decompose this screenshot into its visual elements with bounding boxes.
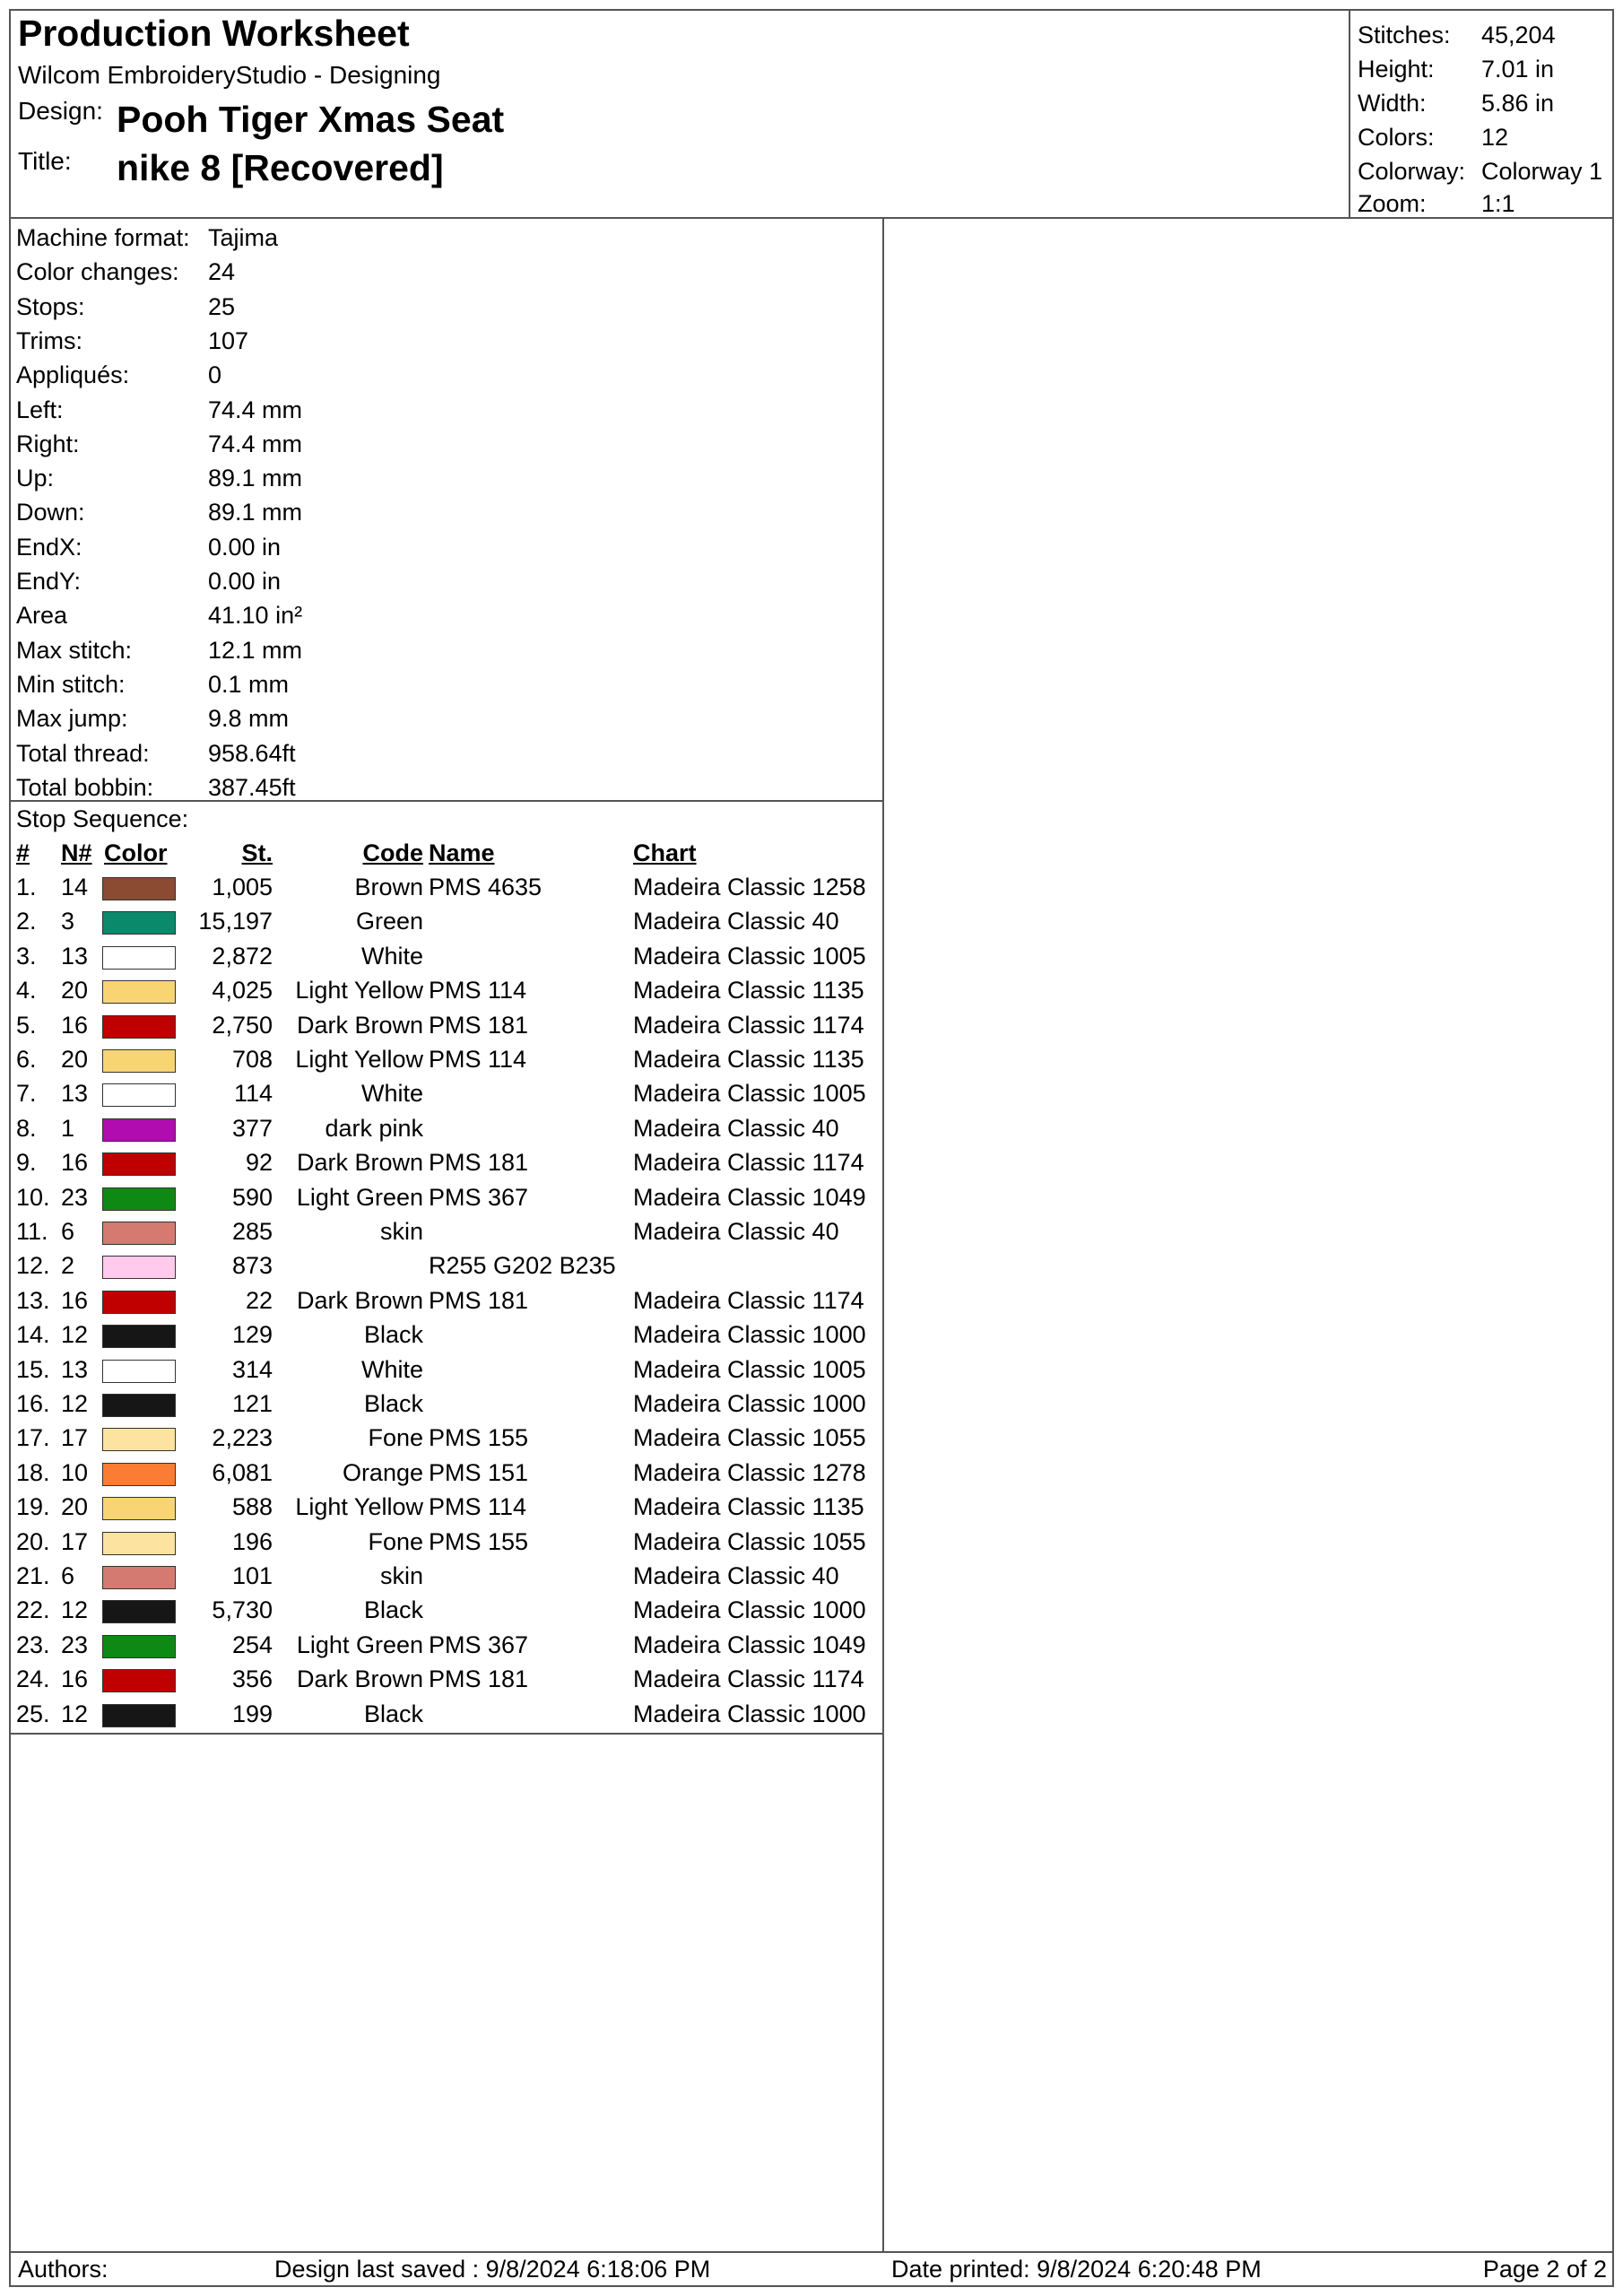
color-swatch: [102, 1360, 176, 1383]
color-swatch: [102, 1497, 176, 1520]
details-column: [11, 219, 884, 2251]
needle-number: 17: [61, 1527, 89, 1555]
stop-number: 13.: [16, 1286, 50, 1314]
thread-chart: Madeira Classic 1005: [633, 942, 866, 970]
thread-chart: Madeira Classic 1000: [633, 1321, 866, 1349]
table-row: [11, 1387, 882, 1421]
property-row: [16, 564, 823, 598]
stat-value: Colorway 1: [1481, 158, 1603, 185]
stat-label: Width:: [1358, 90, 1427, 117]
needle-number: 2: [61, 1252, 75, 1280]
table-row: [11, 1352, 882, 1387]
stop-number: 14.: [16, 1321, 50, 1349]
thread-chart: Madeira Classic 40: [633, 1562, 839, 1589]
needle-number: 16: [61, 1665, 89, 1693]
color-name: PMS 181: [429, 1011, 529, 1039]
stat-value: 1:1: [1481, 190, 1515, 217]
authors-label: Authors:: [18, 2256, 108, 2283]
color-name: PMS 181: [429, 1149, 529, 1177]
design-stats: [1350, 11, 1612, 217]
color-name: PMS 4635: [429, 874, 542, 900]
stop-number: 5.: [16, 1011, 37, 1039]
color-swatch: [102, 1600, 176, 1623]
stitch-count: 22: [245, 1286, 273, 1314]
stop-number: 7.: [16, 1080, 37, 1108]
design-name: Pooh Tiger Xmas Seat: [117, 99, 505, 140]
table-row: [11, 1214, 882, 1248]
property-row: [16, 495, 823, 529]
table-row: [11, 1180, 882, 1214]
color-name: PMS 151: [429, 1458, 529, 1486]
color-swatch: [102, 1291, 176, 1314]
stop-sequence-title: Stop Sequence:: [16, 805, 189, 832]
property-label: Total thread:: [16, 739, 150, 767]
color-name: PMS 181: [429, 1286, 529, 1314]
thread-chart: Madeira Classic 1174: [633, 1665, 864, 1693]
table-row: [11, 1456, 882, 1490]
thread-chart: Madeira Classic 1005: [633, 1080, 866, 1108]
color-code: Black: [363, 1390, 423, 1417]
stop-number: 9.: [16, 1149, 37, 1177]
color-swatch: [102, 1049, 176, 1073]
thread-chart: Madeira Classic 1135: [633, 1046, 864, 1073]
worksheet-page: [9, 9, 1614, 2287]
needle-number: 13: [61, 942, 89, 970]
stat-value: 12: [1481, 124, 1509, 151]
thread-chart: Madeira Classic 1055: [633, 1527, 866, 1555]
table-row: [11, 1145, 882, 1179]
stop-number: 18.: [16, 1458, 50, 1486]
table-row: [11, 1111, 882, 1145]
property-label: Up:: [16, 465, 55, 492]
stitch-count: 873: [231, 1252, 273, 1280]
stitch-count: 708: [231, 1046, 273, 1073]
property-row: [16, 530, 823, 564]
property-value: 0: [208, 361, 222, 389]
stitch-count: 5,730: [212, 1596, 273, 1624]
property-value: 107: [208, 326, 249, 354]
needle-number: 1: [61, 1114, 75, 1142]
property-value: 387.45ft: [208, 773, 296, 801]
stat-stitches: [1358, 18, 1609, 52]
property-value: 0.00 in: [208, 568, 282, 595]
color-code: Dark Brown: [296, 1011, 423, 1039]
thread-chart: Madeira Classic 1049: [633, 1631, 866, 1658]
color-code: White: [360, 942, 423, 970]
table-row: [11, 1076, 882, 1110]
property-value: 12.1 mm: [208, 636, 303, 664]
color-name: PMS 367: [429, 1183, 529, 1211]
color-name: PMS 155: [429, 1424, 529, 1452]
color-code: Dark Brown: [296, 1149, 423, 1177]
property-value: 89.1 mm: [208, 465, 303, 492]
property-label: Min stitch:: [16, 670, 126, 698]
color-swatch: [102, 1118, 176, 1142]
column-header-needle: N#: [61, 839, 92, 866]
property-value: 41.10 in²: [208, 602, 303, 630]
stitch-count: 285: [231, 1218, 273, 1245]
color-swatch: [102, 1222, 176, 1245]
color-code: Black: [363, 1596, 423, 1624]
stop-number: 17.: [16, 1424, 50, 1452]
needle-number: 23: [61, 1631, 89, 1658]
stitch-count: 590: [231, 1183, 273, 1211]
table-row: [11, 904, 882, 938]
stitch-count: 1,005: [212, 874, 273, 900]
property-value: 89.1 mm: [208, 499, 303, 526]
header-info: [11, 11, 1350, 217]
color-name: PMS 114: [429, 1046, 527, 1073]
stop-number: 8.: [16, 1114, 37, 1142]
color-code: Dark Brown: [296, 1665, 423, 1693]
page-number: Page 2 of 2: [1482, 2256, 1607, 2283]
color-code: skin: [379, 1218, 423, 1245]
property-row: [16, 598, 823, 632]
property-label: Machine format:: [16, 224, 190, 251]
color-code: skin: [379, 1562, 423, 1589]
color-swatch: [102, 1083, 176, 1107]
property-value: 25: [208, 292, 236, 320]
property-row: [16, 358, 823, 392]
color-swatch: [102, 911, 176, 935]
needle-number: 13: [61, 1355, 89, 1383]
stitch-count: 4,025: [212, 977, 273, 1004]
stop-number: 25.: [16, 1700, 50, 1727]
color-code: Light Yellow: [295, 1493, 423, 1521]
column-header-color: Color: [104, 839, 168, 866]
stat-label: Stitches:: [1358, 22, 1451, 48]
color-code: Fone: [368, 1527, 423, 1555]
property-row: [16, 290, 823, 324]
table-row: [11, 973, 882, 1007]
worksheet-header: [11, 11, 1612, 219]
stat-width: [1358, 86, 1609, 120]
stitch-count: 15,197: [198, 908, 273, 935]
needle-number: 12: [61, 1390, 89, 1417]
color-code: Black: [363, 1321, 423, 1349]
thread-chart: Madeira Classic 1000: [633, 1700, 866, 1727]
thread-chart: Madeira Classic 40: [633, 1218, 839, 1245]
color-name: PMS 114: [429, 977, 527, 1004]
stop-number: 21.: [16, 1562, 50, 1589]
stat-label: Height:: [1358, 56, 1435, 83]
stitch-count: 6,081: [212, 1458, 273, 1486]
color-code: Fone: [368, 1424, 423, 1452]
table-row: [11, 1042, 882, 1076]
title-label: Title:: [18, 147, 72, 175]
column-header-number: #: [16, 839, 30, 866]
property-row: [16, 701, 823, 735]
color-swatch: [102, 1256, 176, 1279]
design-label: Design:: [18, 97, 103, 125]
thread-chart: Madeira Classic 1049: [633, 1183, 866, 1211]
table-row: [11, 939, 882, 973]
color-name: PMS 114: [429, 1493, 527, 1521]
color-swatch: [102, 1428, 176, 1451]
stop-number: 1.: [16, 874, 37, 900]
property-label: Stops:: [16, 292, 85, 320]
stat-label: Colorway:: [1358, 158, 1466, 185]
stitch-count: 196: [231, 1527, 273, 1555]
stitch-count: 199: [231, 1700, 273, 1727]
date-printed: Date printed: 9/8/2024 6:20:48 PM: [891, 2256, 1262, 2283]
color-code: White: [360, 1355, 423, 1383]
property-label: Max stitch:: [16, 636, 133, 664]
color-code: Light Yellow: [295, 977, 423, 1004]
needle-number: 10: [61, 1458, 89, 1486]
color-swatch: [102, 1532, 176, 1555]
needle-number: 14: [61, 874, 89, 900]
table-row: [11, 1628, 882, 1662]
property-value: 24: [208, 258, 236, 286]
table-row: [11, 870, 882, 904]
stat-colors: [1358, 120, 1609, 154]
color-swatch: [102, 1325, 176, 1348]
color-code: Black: [363, 1700, 423, 1727]
color-code: Dark Brown: [296, 1286, 423, 1314]
property-value: 0.1 mm: [208, 670, 290, 698]
column-header-name: Name: [429, 839, 495, 866]
needle-number: 12: [61, 1596, 89, 1624]
needle-number: 12: [61, 1321, 89, 1349]
stat-value: 5.86 in: [1481, 90, 1555, 117]
stitch-count: 92: [245, 1149, 273, 1177]
color-swatch: [102, 1566, 176, 1589]
property-label: Down:: [16, 499, 85, 526]
stitch-count: 377: [231, 1114, 273, 1142]
property-value: 0.00 in: [208, 533, 282, 561]
stat-label: Zoom:: [1358, 190, 1427, 217]
thread-chart: Madeira Classic 1000: [633, 1596, 866, 1624]
property-label: EndX:: [16, 533, 82, 561]
color-code: Green: [355, 908, 423, 935]
thread-chart: Madeira Classic 40: [633, 908, 839, 935]
property-label: Total bobbin:: [16, 773, 154, 801]
table-row: [11, 1525, 882, 1559]
stop-number: 4.: [16, 977, 37, 1004]
color-name: R255 G202 B235: [429, 1252, 616, 1280]
property-row: [16, 667, 823, 701]
stitch-count: 314: [231, 1355, 273, 1383]
stitch-count: 2,223: [212, 1424, 273, 1452]
color-swatch: [102, 1015, 176, 1039]
stop-number: 12.: [16, 1252, 50, 1280]
needle-number: 16: [61, 1149, 89, 1177]
property-label: Max jump:: [16, 705, 128, 733]
table-row: [11, 1283, 882, 1318]
property-label: Right:: [16, 430, 80, 457]
thread-chart: Madeira Classic 1174: [633, 1149, 864, 1177]
stat-colorway: [1358, 154, 1609, 188]
color-code: Light Yellow: [295, 1046, 423, 1073]
table-row: [11, 1318, 882, 1352]
property-row: [16, 221, 823, 255]
property-label: Color changes:: [16, 258, 179, 286]
table-row: [11, 1421, 882, 1455]
stitch-count: 114: [233, 1080, 273, 1108]
thread-chart: Madeira Classic 1174: [633, 1286, 864, 1314]
needle-number: 16: [61, 1011, 89, 1039]
stitch-count: 254: [231, 1631, 273, 1658]
property-value: 74.4 mm: [208, 396, 303, 423]
color-name: PMS 367: [429, 1631, 529, 1658]
stop-number: 10.: [16, 1183, 50, 1211]
property-row: [16, 633, 823, 667]
thread-chart: Madeira Classic 40: [633, 1114, 839, 1142]
needle-number: 6: [61, 1562, 75, 1589]
stop-number: 19.: [16, 1493, 50, 1521]
property-row: [16, 427, 823, 461]
property-row: [16, 736, 823, 770]
design-title: nike 8 [Recovered]: [117, 147, 444, 188]
stop-number: 3.: [16, 942, 37, 970]
thread-chart: Madeira Classic 1174: [633, 1011, 864, 1039]
property-label: Left:: [16, 396, 64, 423]
stitch-count: 2,750: [212, 1011, 273, 1039]
needle-number: 6: [61, 1218, 75, 1245]
stat-zoom: [1358, 187, 1609, 221]
property-value: 74.4 mm: [208, 430, 303, 457]
color-swatch: [102, 1704, 176, 1727]
color-code: Brown: [354, 874, 423, 900]
stop-number: 16.: [16, 1390, 50, 1417]
thread-chart: Madeira Classic 1005: [633, 1355, 866, 1383]
table-row: [11, 1008, 882, 1042]
table-row: [11, 1593, 882, 1627]
stop-number: 15.: [16, 1355, 50, 1383]
stop-number: 11.: [16, 1218, 48, 1245]
needle-number: 23: [61, 1183, 89, 1211]
thread-chart: Madeira Classic 1000: [633, 1390, 866, 1417]
column-header-stitches: St.: [241, 839, 273, 866]
last-saved: Design last saved : 9/8/2024 6:18:06 PM: [274, 2256, 711, 2283]
color-name: PMS 155: [429, 1527, 529, 1555]
table-row: [11, 1662, 882, 1696]
color-swatch: [102, 946, 176, 970]
stitch-count: 588: [231, 1493, 273, 1521]
stat-value: 45,204: [1481, 22, 1556, 48]
document-title: Production Worksheet: [18, 13, 410, 54]
property-value: Tajima: [208, 224, 279, 251]
stop-number: 20.: [16, 1527, 50, 1555]
color-code: Light Green: [296, 1631, 423, 1658]
property-row: [16, 393, 823, 427]
stat-height: [1358, 52, 1609, 86]
color-swatch: [102, 1463, 176, 1486]
property-row: [16, 255, 823, 289]
color-swatch: [102, 1394, 176, 1417]
color-swatch: [102, 1152, 176, 1176]
property-label: Trims:: [16, 326, 82, 354]
color-code: Light Green: [296, 1183, 423, 1211]
color-swatch: [102, 1187, 176, 1211]
thread-chart: Madeira Classic 1135: [633, 977, 864, 1004]
needle-number: 12: [61, 1700, 89, 1727]
property-row: [16, 461, 823, 495]
application-name: Wilcom EmbroideryStudio - Designing: [18, 61, 441, 89]
table-row: [11, 1559, 882, 1593]
stat-value: 7.01 in: [1481, 56, 1555, 83]
thread-chart: Madeira Classic 1135: [633, 1493, 864, 1521]
stitch-count: 129: [231, 1321, 273, 1349]
color-swatch: [102, 877, 176, 900]
table-row: [11, 1697, 882, 1731]
needle-number: 3: [61, 908, 75, 935]
machine-properties: [11, 219, 882, 802]
thread-chart: Madeira Classic 1258: [633, 874, 866, 900]
stop-number: 23.: [16, 1631, 50, 1658]
color-swatch: [102, 1669, 176, 1692]
stop-number: 24.: [16, 1665, 50, 1693]
needle-number: 20: [61, 977, 89, 1004]
stitch-count: 121: [231, 1390, 273, 1417]
stop-number: 22.: [16, 1596, 50, 1624]
column-header-code: Code: [362, 839, 423, 866]
stitch-count: 2,872: [212, 942, 273, 970]
property-row: [16, 324, 823, 358]
table-row: [11, 1248, 882, 1283]
needle-number: 17: [61, 1424, 89, 1452]
worksheet-footer: [11, 2251, 1612, 2285]
thread-chart: Madeira Classic 1055: [633, 1424, 866, 1452]
property-value: 9.8 mm: [208, 705, 290, 733]
column-header-chart: Chart: [633, 839, 697, 866]
stop-sequence: [11, 802, 882, 1735]
stitch-count: 101: [231, 1562, 273, 1589]
thread-chart: Madeira Classic 1278: [633, 1458, 866, 1486]
property-label: Area: [16, 602, 68, 630]
color-code: Orange: [342, 1458, 423, 1486]
color-swatch: [102, 1635, 176, 1658]
color-swatch: [102, 980, 176, 1004]
stat-label: Colors:: [1358, 124, 1435, 151]
stop-number: 2.: [16, 908, 37, 935]
property-label: Appliqués:: [16, 361, 130, 389]
color-name: PMS 181: [429, 1665, 529, 1693]
color-code: White: [360, 1080, 423, 1108]
needle-number: 16: [61, 1286, 89, 1314]
property-value: 958.64ft: [208, 739, 296, 767]
property-label: EndY:: [16, 568, 82, 595]
table-row: [11, 1490, 882, 1524]
needle-number: 20: [61, 1493, 89, 1521]
needle-number: 13: [61, 1080, 89, 1108]
stitch-count: 356: [231, 1665, 273, 1693]
stop-number: 6.: [16, 1046, 37, 1073]
needle-number: 20: [61, 1046, 89, 1073]
color-code: dark pink: [325, 1114, 423, 1142]
property-row: [16, 770, 823, 804]
